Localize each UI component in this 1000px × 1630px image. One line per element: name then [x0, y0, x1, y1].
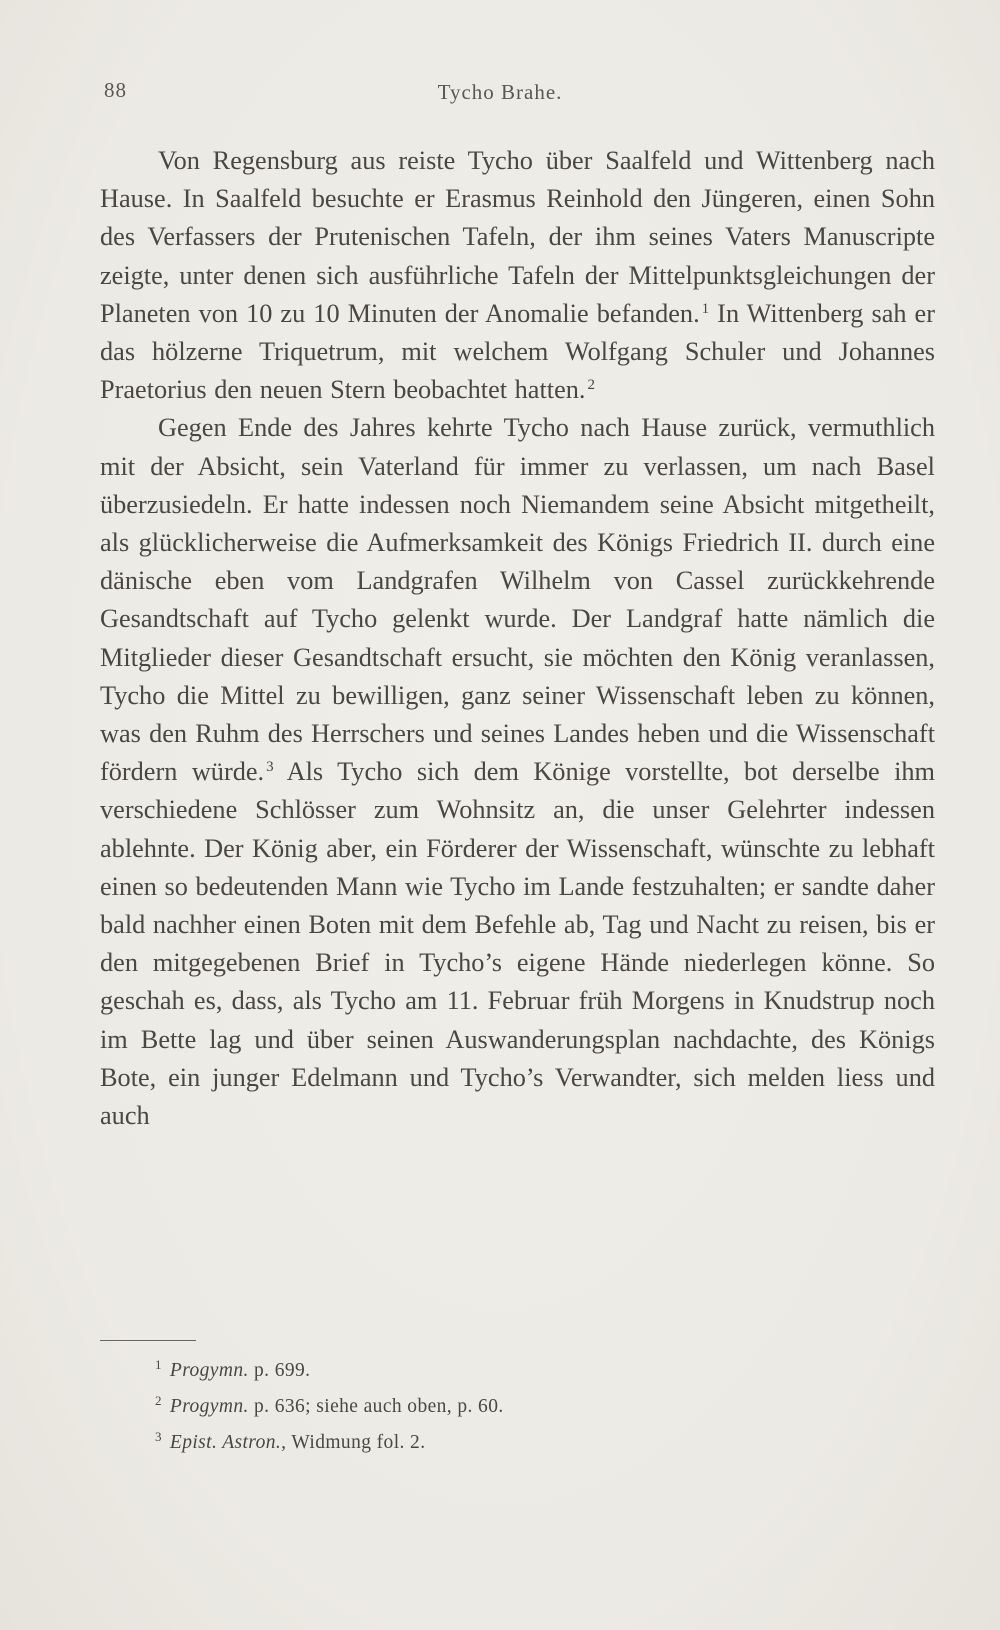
page-number: 88 [104, 78, 127, 102]
footnotes [155, 1350, 755, 1458]
footnote-work-title: Epist. Astron., [169, 1432, 287, 1453]
paragraph [100, 142, 935, 409]
footnote-reference-text: Widmung fol. 2. [286, 1432, 426, 1453]
running-head [100, 78, 940, 108]
footnote-reference-text: p. 699. [248, 1360, 311, 1381]
text-run: Gegen Ende des Jahres kehrte Tycho nach Hause zurück, vermuthlich mit der Absicht, sein Vaterland für immer zu verlassen, um nach Basel überzusiedeln. Er hatte indessen noch Niemandem seine Absicht mitgetheilt, als glücklicherweise die Aufmerksamkeit des Königs Friedrich II. durch eine dänische eben vom Landgrafen Wilhelm von Cassel zurückkehrende Gesandtschaft auf Tycho gelenkt wurde. Der Landgraf hatte nämlich die Mitglieder dieser Gesandtschaft ersucht, sie möchten den König veranlassen, Tycho die Mittel zu bewilligen, ganz seiner Wissenschaft leben zu können, was den Ruhm des Herrschers und seines Landes heben und die Wissenschaft fördern würde. [100, 413, 935, 787]
footnote-rule [100, 1340, 196, 1341]
footnote-mark: 2 [155, 1393, 162, 1408]
paragraph [100, 409, 935, 1135]
running-title: Tycho Brahe. [437, 80, 563, 104]
body-text [100, 142, 935, 1135]
footnote [155, 1422, 755, 1458]
footnote-mark: 1 [155, 1357, 162, 1372]
footnote [155, 1350, 755, 1386]
footnote-reference[interactable]: 3 [266, 759, 274, 776]
text-run: Als Tycho sich dem Könige vorstellte, bot derselbe ihm verschiedene Schlösser zum Wohnsitz an, die unser Gelehrter indessen ablehnte. Der König aber, ein Förderer der Wissenschaft, wünschte zu lebhaft einen so bedeutenden Mann wie Tycho im Lande festzuhalten; er sandte daher bald nachher einen Boten mit dem Befehle ab, Tag und Nacht zu reisen, bis er den mitgegebenen Brief in Tycho’s eigene Hände niederlegen könne. So geschah es, dass, als Tycho am 11. Februar früh Morgens in Knudstrup noch im Bette lag und über seinen Auswanderungsplan nachdachte, des Königs Bote, ein junger Edelmann und Tycho’s Verwandter, sich melden liess und auch [100, 757, 935, 1131]
text-run: Von Regensburg aus reiste Tycho über Saalfeld und Wittenberg nach Hause. In Saalfeld besuchte er Erasmus Reinhold den Jüngeren, einen Sohn des Verfassers der Prutenischen Tafeln, der ihm seines Vaters Manuscripte zeigte, unter denen sich ausführliche Tafeln der Mittelpunktsgleichungen der Planeten von 10 zu 10 Minuten der Anomalie befanden. [100, 146, 935, 328]
footnote-reference[interactable]: 2 [587, 377, 595, 394]
footnote-work-title: Progymn. [169, 1396, 249, 1417]
footnote-work-title: Progymn. [169, 1360, 249, 1381]
footnote-mark: 3 [155, 1429, 162, 1444]
footnote-reference[interactable]: 1 [701, 300, 710, 317]
footnote-reference-text: p. 636; siehe auch oben, p. 60. [248, 1396, 504, 1417]
text-run: In Wittenberg sah er das hölzerne Triquetrum, mit welchem Wolfgang Schuler und Johannes Praetorius den neuen Stern beobachtet hatten. [100, 298, 935, 405]
footnote [155, 1386, 755, 1422]
